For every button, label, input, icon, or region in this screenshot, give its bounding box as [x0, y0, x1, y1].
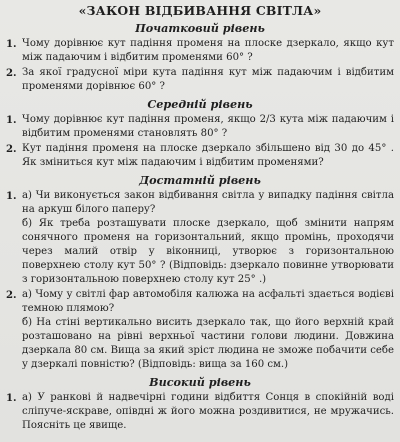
- question-text: Чому дорівнює кут падіння променя на плоске дзеркало, якщо кут між падаючим і відбитим променями 60° ?: [22, 38, 394, 63]
- question-number: 2.: [6, 289, 17, 301]
- question-body: [22, 189, 394, 287]
- question-number: 2.: [6, 143, 17, 155]
- question-item: [6, 113, 394, 141]
- level-heading-intermediate: Середній рівень: [147, 97, 253, 111]
- question-part-a: а) Чи виконується закон відбивання світла у випадку падіння світла на аркуш білого паперу?: [22, 190, 394, 215]
- question-part-b: б) На стіні вертикально висить дзеркало так, що його верхній край розташовано на рівні верхньої частини голови людини. Довжина дзеркала 80 см. Вища за який зріст людина не зможе побачити себе у дзеркалі повністю? (Відповідь: вища за 160 см.): [22, 317, 394, 370]
- level-heading-high: Високий рівень: [149, 375, 251, 389]
- question-text: Чому дорівнює кут падіння променя, якщо 2/3 кута між падаючим і відбитим променями становлять 80° ?: [22, 114, 394, 139]
- question-number: 2.: [6, 67, 17, 79]
- question-body: [22, 288, 394, 372]
- question-text: а) У ранкові й надвечірні години відбиття Сонця в спокійній воді сліпуче-яскраве, опівдні ж його можна роздивитися, не мружачись. Поясніть це явище.: [22, 392, 394, 431]
- question-item: [6, 37, 394, 65]
- question-item: [6, 66, 394, 94]
- question-part-a: а) Чому у світлі фар автомобіля калюжа на асфальті здається водієві темною плямою?: [22, 289, 394, 314]
- question-text: За якої градусної міри кута падіння кут між падаючим і відбитим променями дорівнює 60° ?: [22, 67, 394, 92]
- page-title: «ЗАКОН ВІДБИВАННЯ СВІТЛА»: [78, 3, 322, 18]
- question-number: 1.: [6, 114, 17, 126]
- question-item: [6, 288, 394, 372]
- question-item: [6, 189, 394, 287]
- question-number: 1.: [6, 38, 17, 50]
- question-number: 1.: [6, 190, 17, 202]
- question-item: [6, 391, 394, 433]
- question-number: 1.: [6, 392, 17, 404]
- question-text: Кут падіння променя на плоске дзеркало збільшено від 30 до 45° . Як зміниться кут між падаючим і відбитим променями?: [22, 143, 394, 168]
- question-part-b: б) Як треба розташувати плоске дзеркало, щоб змінити напрям сонячного променя на горизонтальний, якщо промінь, проходячи через малий отвір у віконниці, утворює з горизонтальною поверхнею столу кут 50° ? (Відповідь: дзеркало повинне утворювати з горизонтальною поверхнею столу кут 25° .): [22, 218, 394, 285]
- level-heading-sufficient: Достатній рівень: [139, 173, 261, 187]
- level-heading-initial: Початковий рівень: [135, 21, 265, 35]
- question-item: [6, 142, 394, 170]
